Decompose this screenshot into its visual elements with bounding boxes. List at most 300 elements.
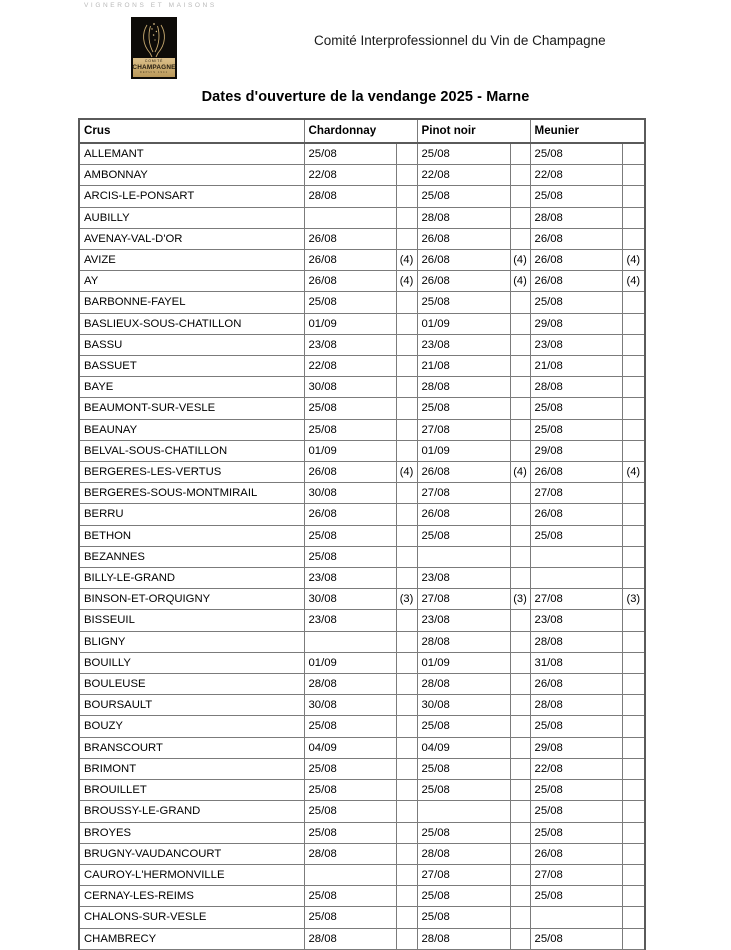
table-row: [79, 398, 645, 419]
cell-meunier-note: [622, 631, 645, 652]
cell-chardonnay: 26/08: [304, 228, 396, 249]
cell-chardonnay: 22/08: [304, 356, 396, 377]
cell-crus: BLIGNY: [79, 631, 304, 652]
cell-pinot-noir-note: (4): [510, 271, 530, 292]
cell-crus: BERRU: [79, 504, 304, 525]
table-row: [79, 525, 645, 546]
cell-pinot-noir: [417, 801, 510, 822]
cell-meunier: 28/08: [530, 377, 622, 398]
cell-pinot-noir-note: (3): [510, 589, 530, 610]
cell-pinot-noir-note: [510, 780, 530, 801]
cell-chardonnay: 25/08: [304, 143, 396, 165]
cell-pinot-noir: 26/08: [417, 271, 510, 292]
cell-pinot-noir: 26/08: [417, 462, 510, 483]
cell-chardonnay-note: [396, 398, 417, 419]
comite-champagne-logo: [131, 17, 177, 79]
cell-meunier-note: [622, 843, 645, 864]
cell-pinot-noir: 25/08: [417, 907, 510, 928]
cell-pinot-noir-note: [510, 356, 530, 377]
cell-meunier: 27/08: [530, 864, 622, 885]
table-row: [79, 313, 645, 334]
cell-meunier-note: (4): [622, 462, 645, 483]
cell-chardonnay: 28/08: [304, 674, 396, 695]
cell-crus: BILLY-LE-GRAND: [79, 568, 304, 589]
cell-crus: CAUROY-L'HERMONVILLE: [79, 864, 304, 885]
cell-crus: BISSEUIL: [79, 610, 304, 631]
cell-meunier-note: [622, 758, 645, 779]
cell-pinot-noir-note: [510, 398, 530, 419]
cell-crus: BEAUNAY: [79, 419, 304, 440]
cell-pinot-noir: 28/08: [417, 843, 510, 864]
cell-chardonnay-note: [396, 928, 417, 949]
cell-meunier-note: [622, 143, 645, 165]
table-row: [79, 928, 645, 949]
cell-chardonnay: 30/08: [304, 589, 396, 610]
cell-chardonnay: 30/08: [304, 695, 396, 716]
cell-meunier-note: [622, 864, 645, 885]
cell-pinot-noir: 25/08: [417, 780, 510, 801]
cell-meunier: 27/08: [530, 589, 622, 610]
cell-pinot-noir-note: [510, 207, 530, 228]
cell-pinot-noir: [417, 546, 510, 567]
cell-chardonnay-note: [396, 780, 417, 801]
cell-chardonnay-note: [396, 674, 417, 695]
table-row: [79, 695, 645, 716]
cell-meunier: 28/08: [530, 207, 622, 228]
cell-meunier-note: [622, 207, 645, 228]
cell-chardonnay-note: [396, 822, 417, 843]
cell-chardonnay-note: [396, 186, 417, 207]
cell-meunier: 25/08: [530, 886, 622, 907]
cell-chardonnay: 25/08: [304, 419, 396, 440]
table-row: [79, 589, 645, 610]
logo-plate: [133, 58, 175, 77]
cell-pinot-noir: 25/08: [417, 758, 510, 779]
cell-meunier-note: [622, 419, 645, 440]
cell-pinot-noir: 25/08: [417, 716, 510, 737]
table-row: [79, 504, 645, 525]
cell-pinot-noir-note: [510, 546, 530, 567]
cell-chardonnay: 26/08: [304, 504, 396, 525]
table-body: [79, 143, 645, 949]
cell-meunier: 26/08: [530, 228, 622, 249]
cell-pinot-noir-note: [510, 843, 530, 864]
cell-chardonnay: 25/08: [304, 907, 396, 928]
document-header: [0, 0, 731, 118]
table-row: [79, 801, 645, 822]
table-row: [79, 292, 645, 313]
cell-pinot-noir-note: [510, 758, 530, 779]
cell-chardonnay: [304, 207, 396, 228]
champagne-glass-icon: [131, 17, 177, 62]
cell-chardonnay: 01/09: [304, 440, 396, 461]
cell-pinot-noir: 27/08: [417, 589, 510, 610]
cell-meunier-note: [622, 440, 645, 461]
cell-chardonnay: 25/08: [304, 822, 396, 843]
cell-chardonnay-note: [396, 652, 417, 673]
cell-pinot-noir: 28/08: [417, 674, 510, 695]
cell-chardonnay-note: [396, 356, 417, 377]
cell-meunier-note: [622, 801, 645, 822]
cell-meunier: 26/08: [530, 674, 622, 695]
cell-chardonnay-note: [396, 801, 417, 822]
cell-meunier-note: [622, 313, 645, 334]
cell-pinot-noir-note: [510, 377, 530, 398]
cell-meunier: 23/08: [530, 610, 622, 631]
cell-chardonnay: 25/08: [304, 525, 396, 546]
cell-pinot-noir: 28/08: [417, 928, 510, 949]
cell-pinot-noir-note: [510, 907, 530, 928]
cell-pinot-noir: 27/08: [417, 483, 510, 504]
cell-chardonnay-note: [396, 483, 417, 504]
cell-meunier: 22/08: [530, 758, 622, 779]
cell-chardonnay: 30/08: [304, 377, 396, 398]
cell-chardonnay-note: [396, 377, 417, 398]
cell-meunier: 25/08: [530, 186, 622, 207]
cell-pinot-noir: 25/08: [417, 292, 510, 313]
cell-pinot-noir-note: [510, 716, 530, 737]
cell-chardonnay: 26/08: [304, 250, 396, 271]
cell-pinot-noir: 28/08: [417, 377, 510, 398]
table-row: [79, 419, 645, 440]
table-row: [79, 864, 645, 885]
cell-chardonnay: 25/08: [304, 716, 396, 737]
cell-meunier-note: [622, 737, 645, 758]
cell-chardonnay: 23/08: [304, 610, 396, 631]
cell-pinot-noir-note: [510, 631, 530, 652]
cell-chardonnay-note: (4): [396, 462, 417, 483]
cell-chardonnay-note: [396, 165, 417, 186]
organization-title: Comité Interprofessionnel du Vin de Champagne: [314, 33, 606, 48]
cell-chardonnay-note: [396, 504, 417, 525]
cell-meunier-note: [622, 780, 645, 801]
table-row: [79, 631, 645, 652]
table-row: [79, 143, 645, 165]
cell-chardonnay: 25/08: [304, 758, 396, 779]
table-row: [79, 780, 645, 801]
cell-chardonnay-note: [396, 907, 417, 928]
cell-meunier: 25/08: [530, 398, 622, 419]
cell-meunier-note: [622, 716, 645, 737]
cell-chardonnay-note: [396, 440, 417, 461]
vendange-dates-table: [78, 118, 646, 950]
cell-pinot-noir: 25/08: [417, 398, 510, 419]
column-header-pinot-noir: Pinot noir: [417, 119, 530, 143]
cell-chardonnay-note: [396, 716, 417, 737]
cell-pinot-noir: 28/08: [417, 631, 510, 652]
cell-pinot-noir-note: [510, 165, 530, 186]
cell-meunier: [530, 907, 622, 928]
cell-meunier-note: [622, 546, 645, 567]
cell-crus: BROYES: [79, 822, 304, 843]
cell-meunier-note: (3): [622, 589, 645, 610]
cell-chardonnay: 28/08: [304, 928, 396, 949]
cell-chardonnay-note: [396, 568, 417, 589]
cell-pinot-noir-note: [510, 928, 530, 949]
cell-pinot-noir-note: (4): [510, 250, 530, 271]
cell-meunier: 22/08: [530, 165, 622, 186]
cell-pinot-noir-note: [510, 419, 530, 440]
table-row: [79, 886, 645, 907]
cell-crus: AVENAY-VAL-D'OR: [79, 228, 304, 249]
logo-tagline: VIGNERONS ET MAISONS: [84, 2, 217, 9]
cell-chardonnay-note: [396, 864, 417, 885]
cell-pinot-noir: 27/08: [417, 419, 510, 440]
cell-meunier-note: (4): [622, 250, 645, 271]
table-row: [79, 758, 645, 779]
cell-chardonnay: 30/08: [304, 483, 396, 504]
cell-meunier: 29/08: [530, 440, 622, 461]
cell-chardonnay-note: [396, 334, 417, 355]
table-row: [79, 843, 645, 864]
table-row: [79, 822, 645, 843]
cell-meunier-note: [622, 483, 645, 504]
cell-chardonnay: 28/08: [304, 843, 396, 864]
cell-crus: CERNAY-LES-REIMS: [79, 886, 304, 907]
logo-line-depuis: DEPUIS 1941: [139, 71, 169, 75]
cell-crus: BASSUET: [79, 356, 304, 377]
table-row: [79, 652, 645, 673]
cell-crus: BOUZY: [79, 716, 304, 737]
cell-crus: ARCIS-LE-PONSART: [79, 186, 304, 207]
column-header-meunier: Meunier: [530, 119, 645, 143]
cell-pinot-noir: 25/08: [417, 886, 510, 907]
table-header-row: [79, 119, 645, 143]
cell-chardonnay-note: (4): [396, 271, 417, 292]
cell-meunier-note: [622, 334, 645, 355]
table-row: [79, 716, 645, 737]
cell-chardonnay: 25/08: [304, 292, 396, 313]
cell-chardonnay-note: [396, 313, 417, 334]
cell-pinot-noir: 01/09: [417, 652, 510, 673]
cell-meunier: 25/08: [530, 928, 622, 949]
cell-meunier: 28/08: [530, 631, 622, 652]
cell-crus: AUBILLY: [79, 207, 304, 228]
cell-chardonnay-note: [396, 546, 417, 567]
cell-meunier-note: (4): [622, 271, 645, 292]
table-row: [79, 228, 645, 249]
cell-pinot-noir-note: [510, 292, 530, 313]
cell-crus: BOURSAULT: [79, 695, 304, 716]
cell-meunier: 25/08: [530, 292, 622, 313]
cell-chardonnay-note: [396, 228, 417, 249]
cell-pinot-noir-note: [510, 334, 530, 355]
cell-chardonnay: 28/08: [304, 186, 396, 207]
cell-meunier-note: [622, 928, 645, 949]
table-row: [79, 186, 645, 207]
cell-crus: BERGERES-SOUS-MONTMIRAIL: [79, 483, 304, 504]
cell-meunier: 26/08: [530, 271, 622, 292]
cell-pinot-noir-note: [510, 652, 530, 673]
cell-meunier-note: [622, 822, 645, 843]
table-row: [79, 440, 645, 461]
cell-meunier-note: [622, 228, 645, 249]
cell-chardonnay: 04/09: [304, 737, 396, 758]
cell-meunier: 21/08: [530, 356, 622, 377]
cell-meunier-note: [622, 186, 645, 207]
cell-meunier: 26/08: [530, 250, 622, 271]
cell-pinot-noir-note: [510, 504, 530, 525]
cell-chardonnay-note: [396, 419, 417, 440]
cell-crus: BRUGNY-VAUDANCOURT: [79, 843, 304, 864]
cell-chardonnay-note: [396, 292, 417, 313]
vendange-table-container: [78, 118, 644, 950]
table-header: [79, 119, 645, 143]
cell-chardonnay: 01/09: [304, 313, 396, 334]
cell-chardonnay: 25/08: [304, 886, 396, 907]
cell-chardonnay-note: [396, 207, 417, 228]
cell-pinot-noir-note: [510, 525, 530, 546]
cell-chardonnay: 23/08: [304, 334, 396, 355]
cell-chardonnay-note: [396, 525, 417, 546]
cell-meunier-note: [622, 504, 645, 525]
cell-meunier: 29/08: [530, 313, 622, 334]
cell-pinot-noir: 21/08: [417, 356, 510, 377]
cell-chardonnay-note: [396, 758, 417, 779]
cell-chardonnay-note: [396, 631, 417, 652]
cell-pinot-noir-note: [510, 674, 530, 695]
cell-pinot-noir: 25/08: [417, 143, 510, 165]
cell-pinot-noir-note: [510, 822, 530, 843]
cell-chardonnay: 01/09: [304, 652, 396, 673]
cell-chardonnay-note: [396, 143, 417, 165]
cell-meunier: 25/08: [530, 822, 622, 843]
table-row: [79, 737, 645, 758]
cell-pinot-noir: 04/09: [417, 737, 510, 758]
page-title: Dates d'ouverture de la vendange 2025 - Marne: [201, 89, 530, 105]
cell-chardonnay: 26/08: [304, 271, 396, 292]
cell-meunier: 27/08: [530, 483, 622, 504]
cell-crus: BASSU: [79, 334, 304, 355]
cell-pinot-noir: 30/08: [417, 695, 510, 716]
cell-pinot-noir: 26/08: [417, 250, 510, 271]
cell-chardonnay: 23/08: [304, 568, 396, 589]
cell-pinot-noir: 23/08: [417, 334, 510, 355]
cell-pinot-noir: 23/08: [417, 610, 510, 631]
cell-meunier-note: [622, 398, 645, 419]
cell-crus: BETHON: [79, 525, 304, 546]
cell-crus: BAYE: [79, 377, 304, 398]
cell-meunier: 26/08: [530, 504, 622, 525]
cell-chardonnay-note: [396, 695, 417, 716]
table-row: [79, 165, 645, 186]
cell-pinot-noir: 26/08: [417, 228, 510, 249]
cell-chardonnay: 22/08: [304, 165, 396, 186]
cell-chardonnay: [304, 631, 396, 652]
cell-pinot-noir: 23/08: [417, 568, 510, 589]
cell-meunier: 25/08: [530, 716, 622, 737]
cell-pinot-noir-note: [510, 483, 530, 504]
cell-crus: AVIZE: [79, 250, 304, 271]
cell-meunier: 26/08: [530, 462, 622, 483]
cell-pinot-noir-note: [510, 568, 530, 589]
cell-pinot-noir: 27/08: [417, 864, 510, 885]
cell-pinot-noir-note: [510, 186, 530, 207]
cell-crus: BERGERES-LES-VERTUS: [79, 462, 304, 483]
table-row: [79, 674, 645, 695]
logo-line-comite: COMITÉ: [144, 58, 164, 63]
cell-pinot-noir: 25/08: [417, 186, 510, 207]
cell-pinot-noir: 25/08: [417, 822, 510, 843]
cell-meunier-note: [622, 568, 645, 589]
cell-meunier: 25/08: [530, 780, 622, 801]
cell-chardonnay: 25/08: [304, 398, 396, 419]
cell-crus: BARBONNE-FAYEL: [79, 292, 304, 313]
table-row: [79, 377, 645, 398]
cell-pinot-noir: 22/08: [417, 165, 510, 186]
table-row: [79, 483, 645, 504]
cell-meunier-note: [622, 695, 645, 716]
table-row: [79, 334, 645, 355]
cell-pinot-noir-note: [510, 228, 530, 249]
cell-pinot-noir-note: [510, 737, 530, 758]
cell-crus: BINSON-ET-ORQUIGNY: [79, 589, 304, 610]
column-header-chardonnay: Chardonnay: [304, 119, 417, 143]
table-row: [79, 546, 645, 567]
cell-crus: ALLEMANT: [79, 143, 304, 165]
cell-chardonnay-note: (4): [396, 250, 417, 271]
cell-pinot-noir-note: [510, 864, 530, 885]
cell-meunier: 26/08: [530, 843, 622, 864]
cell-pinot-noir: 26/08: [417, 504, 510, 525]
cell-chardonnay-note: [396, 610, 417, 631]
cell-meunier: 23/08: [530, 334, 622, 355]
cell-chardonnay-note: [396, 886, 417, 907]
cell-meunier: 25/08: [530, 801, 622, 822]
cell-pinot-noir-note: [510, 801, 530, 822]
table-row: [79, 207, 645, 228]
cell-crus: BRANSCOURT: [79, 737, 304, 758]
table-row: [79, 462, 645, 483]
cell-meunier: [530, 568, 622, 589]
table-row: [79, 250, 645, 271]
cell-pinot-noir: 25/08: [417, 525, 510, 546]
cell-meunier: [530, 546, 622, 567]
cell-chardonnay-note: (3): [396, 589, 417, 610]
cell-chardonnay: 25/08: [304, 546, 396, 567]
cell-meunier-note: [622, 907, 645, 928]
cell-crus: BOULEUSE: [79, 674, 304, 695]
cell-crus: BOUILLY: [79, 652, 304, 673]
cell-crus: CHALONS-SUR-VESLE: [79, 907, 304, 928]
cell-chardonnay: 25/08: [304, 801, 396, 822]
logo-line-champagne: CHAMPAGNE: [132, 63, 176, 71]
cell-crus: AY: [79, 271, 304, 292]
cell-meunier-note: [622, 292, 645, 313]
cell-meunier-note: [622, 377, 645, 398]
cell-meunier-note: [622, 652, 645, 673]
cell-chardonnay: 26/08: [304, 462, 396, 483]
cell-meunier: 28/08: [530, 695, 622, 716]
cell-crus: BROUSSY-LE-GRAND: [79, 801, 304, 822]
cell-pinot-noir-note: [510, 143, 530, 165]
cell-meunier-note: [622, 165, 645, 186]
table-row: [79, 907, 645, 928]
cell-meunier-note: [622, 886, 645, 907]
cell-meunier: 25/08: [530, 525, 622, 546]
cell-crus: AMBONNAY: [79, 165, 304, 186]
cell-pinot-noir-note: [510, 695, 530, 716]
column-header-crus: Crus: [79, 119, 304, 143]
cell-meunier: 29/08: [530, 737, 622, 758]
cell-pinot-noir-note: [510, 440, 530, 461]
cell-meunier-note: [622, 525, 645, 546]
cell-chardonnay-note: [396, 843, 417, 864]
cell-crus: BEZANNES: [79, 546, 304, 567]
cell-pinot-noir-note: [510, 610, 530, 631]
table-row: [79, 356, 645, 377]
cell-crus: BEAUMONT-SUR-VESLE: [79, 398, 304, 419]
